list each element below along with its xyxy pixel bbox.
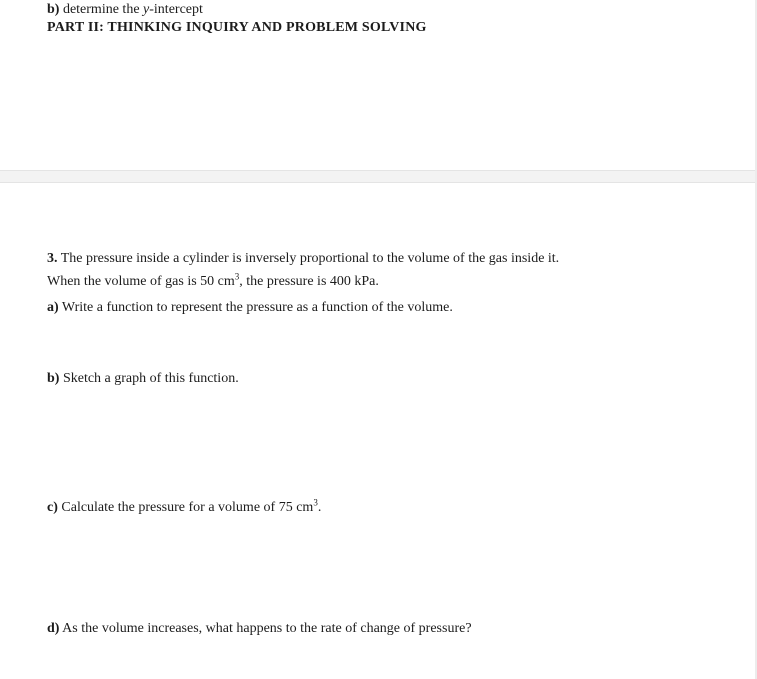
item-b-prefix: b) (47, 2, 60, 17)
question-3-line2-end: , the pressure is 400 kPa. (239, 274, 379, 289)
question-3-prefix: 3. (47, 251, 58, 266)
question-3a (47, 300, 453, 316)
question-3c-prefix: c) (47, 500, 58, 515)
item-b-suffix: -intercept (149, 2, 203, 17)
question-3b-text: Sketch a graph of this function. (59, 371, 239, 386)
question-3b (47, 371, 239, 387)
question-3-line1-text: The pressure inside a cylinder is inversely proportional to the volume of the gas inside it. (57, 251, 560, 266)
question-3-line2-start: When the volume of gas is 50 cm (47, 274, 235, 289)
question-3c-superscript: 3 (313, 497, 318, 508)
question-3-line2-superscript: 3 (234, 271, 240, 282)
question-3b-prefix: b) (47, 371, 60, 386)
question-3d-prefix: d) (47, 621, 60, 636)
part2-heading: PART II: THINKING INQUIRY AND PROBLEM SOLVING (47, 20, 427, 35)
question-3c-text-end: . (317, 500, 322, 515)
question-3c (47, 497, 322, 516)
question-3-line2 (47, 271, 379, 290)
question-3a-prefix: a) (47, 300, 59, 315)
question-3-line1 (47, 251, 559, 267)
question-3c-text-start: Calculate the pressure for a volume of 75 cm (57, 500, 314, 515)
item-b-variable: y (143, 2, 150, 17)
question-3d (47, 621, 472, 637)
item-b-determine-y-intercept (47, 2, 203, 18)
page-separator (0, 170, 757, 183)
item-b-text: determine the (59, 2, 144, 17)
question-3a-text: Write a function to represent the pressure as a function of the volume. (58, 300, 453, 315)
question-3d-text: As the volume increases, what happens to the rate of change of pressure? (59, 621, 472, 636)
